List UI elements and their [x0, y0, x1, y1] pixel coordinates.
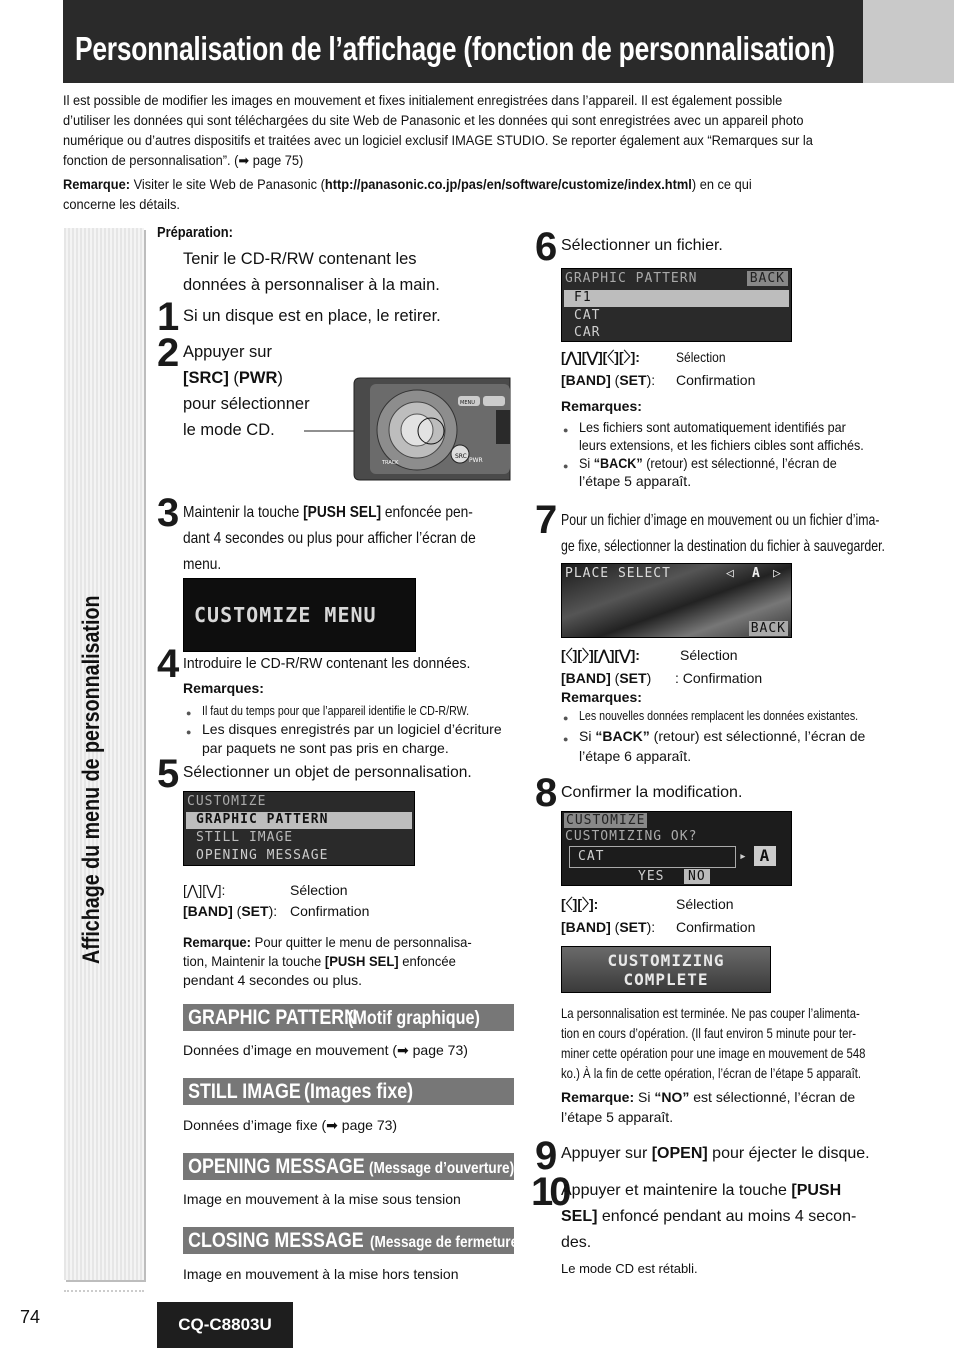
intro-remark-line-2: concerne les détails. — [63, 197, 180, 212]
customizing-complete-screen — [561, 946, 771, 993]
screen5-item-graphic: GRAPHIC PATTERN — [186, 812, 412, 829]
step-4-number: 4 — [157, 642, 180, 686]
pwr-key-label: PWR — [469, 457, 483, 464]
step-10-line-3: des. — [561, 1234, 592, 1251]
complete-line-1: CUSTOMIZING — [607, 951, 725, 970]
intro-line-3: numérique ou d’autres dispositifs et traitées avec un logiciel exclusif IMAGE STUDIO. Se reporter également aux “Remarques sur la — [63, 133, 813, 148]
step-8-remark-line-2: l’étape 5 apparaît. — [561, 1109, 674, 1125]
prep-label: Préparation: — [157, 224, 233, 241]
step-7-number: 7 — [535, 498, 558, 542]
remark-url[interactable]: http://panasonic.co.jp/pas/en/software/customize/index.html — [324, 177, 692, 192]
step-8-val-2: Confirmation — [676, 919, 756, 935]
step-3-line-3: menu. — [183, 556, 222, 573]
step-3-line-1: Maintenir la touche [PUSH SEL] enfoncée pen- — [183, 504, 473, 521]
step-4-remark-1: ● Il faut du temps pour que l’appareil identifie le CD-R/RW. — [202, 701, 528, 720]
screen6-item-f1: F1 — [564, 290, 789, 307]
step-4-remark-2-line-1: ● Les disques enregistrés par un logiciel d’écriture — [202, 719, 502, 740]
step-6-remark-2-line-2: l’étape 5 apparaît. — [579, 473, 692, 489]
screen8-arrow: ▸ — [739, 849, 748, 864]
track-label: TRACK — [382, 460, 399, 466]
screen8-title: CUSTOMIZE — [566, 813, 646, 828]
step-8-para-line-4: ko.) À la fin de cette opération, l’écran de l’étape 5 apparaît. — [561, 1065, 862, 1081]
screen7-letter: A — [752, 566, 761, 581]
step-9-text: Appuyer sur [OPEN] pour éjecter le disque. — [561, 1145, 870, 1162]
screen7-right-arrow: ▷ — [773, 566, 782, 581]
remark-line-3: pendant 4 secondes ou plus. — [183, 972, 363, 988]
step-8-para-line-3: miner cette opération pour une image en mouvement de 548 — [561, 1045, 866, 1061]
section-opening-message: OPENING MESSAGE(Message d’ouverture) — [183, 1153, 514, 1180]
screen5-item-still: STILL IMAGE — [196, 830, 294, 845]
intro-line-4: fonction de personnalisation”. (➡ page 75) — [63, 153, 304, 168]
screen5-item-opening: OPENING MESSAGE — [196, 848, 329, 863]
section-closing-message: CLOSING MESSAGE(Message de fermeture) — [183, 1227, 514, 1254]
step-1-number: 1 — [157, 295, 180, 339]
step-7-line-1: Pour un fichier d’image en mouvement ou un fichier d’ima- — [561, 512, 880, 529]
step-7-val-2: : Confirmation — [675, 670, 763, 686]
car-unit-illustration — [300, 374, 516, 482]
remark-line-2: tion, Maintenir la touche [PUSH SEL] enfoncée — [183, 953, 456, 969]
step-4-text: Introduire le CD-R/RW contenant les données. — [183, 655, 471, 672]
step-5-text: Sélectionner un objet de personnalisation. — [183, 764, 472, 781]
step-8-para-line-1: La personnalisation est terminée. Ne pas couper l’alimenta- — [561, 1005, 860, 1021]
screen5-title: CUSTOMIZE — [187, 794, 267, 809]
side-label: Affichage du menu de personnalisation — [78, 595, 105, 964]
src-key-label: SRC — [455, 453, 467, 460]
screen8-file: CAT — [578, 849, 605, 864]
step-8-para-line-2: tion en cours d’opération. (Il faut environ 5 minute pour ter- — [561, 1025, 857, 1041]
step-7-key-2: [BAND] (SET) — [561, 670, 652, 686]
step-10-line-1: Appuyer et maintenire la touche [PUSH — [561, 1182, 842, 1199]
step-7-line-2: ge fixe, sélectionner la destination du fichier à sauvegarder. — [561, 538, 885, 555]
screen8-yes: YES — [638, 869, 665, 884]
screen8-letter: A — [754, 846, 776, 866]
intro-remark — [63, 175, 842, 196]
step-6-text: Sélectionner un fichier. — [561, 237, 723, 254]
step-10-number: 10 — [531, 1170, 568, 1214]
screen8-no: NO — [684, 869, 710, 884]
section-opening-desc: Image en mouvement à la mise sous tension — [183, 1191, 461, 1207]
step-10-line-2: SEL] enfoncé pendant au moins 4 secon- — [561, 1208, 857, 1225]
model-badge: CQ-C8803U — [157, 1302, 293, 1348]
step-2-line-4: le mode CD. — [183, 421, 275, 439]
step-6-key-1: [⋀][⋁][〈][〉]: — [561, 349, 640, 365]
step-8-val-1: Sélection — [676, 896, 734, 912]
step-5-number: 5 — [157, 752, 180, 796]
section-closing-desc: Image en mouvement à la mise hors tension — [183, 1266, 459, 1282]
step-8-key-2: [BAND] (SET): — [561, 919, 656, 935]
confirm-screen — [561, 811, 792, 886]
step-8-key-1: [〈][〉]: — [561, 896, 599, 912]
step-2-line-3: pour sélectionner — [183, 395, 310, 413]
step-6-remark-1-line-1: ● Les fichiers sont automatiquement identifiés par — [579, 418, 876, 437]
step-5-key-2: [BAND] (SET): — [183, 903, 278, 919]
menu-key-label: MENU — [460, 400, 475, 406]
step-8-remark-line-1: Remarque: Si “NO” est sélectionné, l’écran de — [561, 1089, 856, 1105]
step-8-text: Confirmer la modification. — [561, 784, 743, 801]
section-still-image: STILL IMAGE(Images fixe) — [183, 1078, 514, 1105]
step-6-remark-1-line-2: leurs extensions, et les fichiers cibles sont affichés. — [579, 437, 864, 453]
step-7-remark-2-line-1: ● Si “BACK” (retour) est sélectionné, l’écran de — [579, 726, 865, 747]
step-6-remarks-label: Remarques: — [561, 398, 642, 414]
section-graphic-pattern: GRAPHIC PATTERN(Motif graphique) — [183, 1004, 514, 1031]
remark-text-a: Visiter le site Web de Panasonic ( — [130, 177, 325, 192]
step-7-remarks-label: Remarques: — [561, 689, 642, 705]
prep-line-2: données à personnaliser à la main. — [183, 276, 440, 294]
step-5-key-1: [⋀][⋁]: — [183, 882, 226, 898]
remark-text-b: ) en ce qui — [691, 177, 752, 192]
step-6-remark-2-line-1: ● Si “BACK” (retour) est sélectionné, l’écran de — [579, 454, 865, 473]
screen7-title: PLACE SELECT — [565, 566, 671, 581]
file-select-screen — [561, 268, 792, 342]
step-7-remark-2-line-2: l’étape 6 apparaît. — [579, 748, 692, 764]
section-graphic-desc: Données d’image en mouvement (➡ page 73) — [183, 1042, 468, 1058]
screen6-item-cat: CAT — [574, 308, 601, 323]
step-7-remark-1: ● Les nouvelles données remplacent les données existantes. — [579, 706, 919, 725]
screen6-item-car: CAR — [574, 325, 601, 340]
customize-menu-screen — [183, 578, 416, 652]
step-9-number: 9 — [535, 1134, 558, 1178]
place-select-screen — [561, 563, 792, 638]
remark-label: Remarque: — [63, 177, 131, 192]
customize-menu-text: CUSTOMIZE MENU — [194, 603, 377, 627]
step-4-remark-2-line-2: par paquets ne sont pas pris en charge. — [202, 740, 449, 756]
step-6-val-1: Sélection — [676, 349, 726, 365]
step-3-number: 3 — [157, 491, 180, 535]
step-7-key-1: [〈][〉][⋀][⋁]: — [561, 647, 640, 663]
screen7-left-arrow: ◁ — [726, 566, 735, 581]
screen8-question: CUSTOMIZING OK? — [565, 829, 698, 844]
divider — [64, 1290, 144, 1292]
step-3-line-2: dant 4 secondes ou plus pour afficher l’écran de — [183, 530, 476, 547]
title-tab — [863, 0, 954, 83]
step-2-number: 2 — [157, 331, 180, 375]
step-2-line-2: [SRC] (PWR) — [183, 369, 283, 387]
screen7-back: BACK — [750, 621, 786, 636]
customize-list-screen — [183, 791, 415, 866]
complete-line-2: COMPLETE — [623, 970, 709, 989]
screen6-title: GRAPHIC PATTERN — [565, 271, 698, 286]
step-6-val-2: Confirmation — [676, 372, 756, 388]
remark-line-1: Remarque: Pour quitter le menu de personnalisa- — [183, 934, 472, 950]
step-4-remarks-label: Remarques: — [183, 680, 264, 696]
step-7-val-1: Sélection — [680, 647, 738, 663]
intro-line-1: Il est possible de modifier les images en mouvement et fixes initialement enregistrées dans l’appareil. Il est également possible — [63, 93, 783, 108]
step-5-val-1: Sélection — [290, 882, 348, 898]
step-6-key-2: [BAND] (SET): — [561, 372, 656, 388]
page-number: 74 — [20, 1307, 41, 1327]
intro-line-2: d’utiliser les données qui sont téléchargées du site Web de Panasonic et les données qui sont enregistrées avec un appareil photo — [63, 113, 804, 128]
step-1-text: Si un disque est en place, le retirer. — [183, 307, 441, 325]
step-5-val-2: Confirmation — [290, 903, 370, 919]
screen6-back: BACK — [747, 271, 788, 286]
page-title: Personnalisation de l’affichage (fonction de personnalisation) — [75, 30, 835, 67]
prep-line-1: Tenir le CD-R/RW contenant les — [183, 250, 417, 268]
step-2-line-1: Appuyer sur — [183, 343, 272, 361]
step-10-note: Le mode CD est rétabli. — [561, 1261, 698, 1276]
step-6-number: 6 — [535, 225, 558, 269]
section-still-desc: Données d’image fixe (➡ page 73) — [183, 1117, 398, 1133]
step-8-number: 8 — [535, 771, 558, 815]
